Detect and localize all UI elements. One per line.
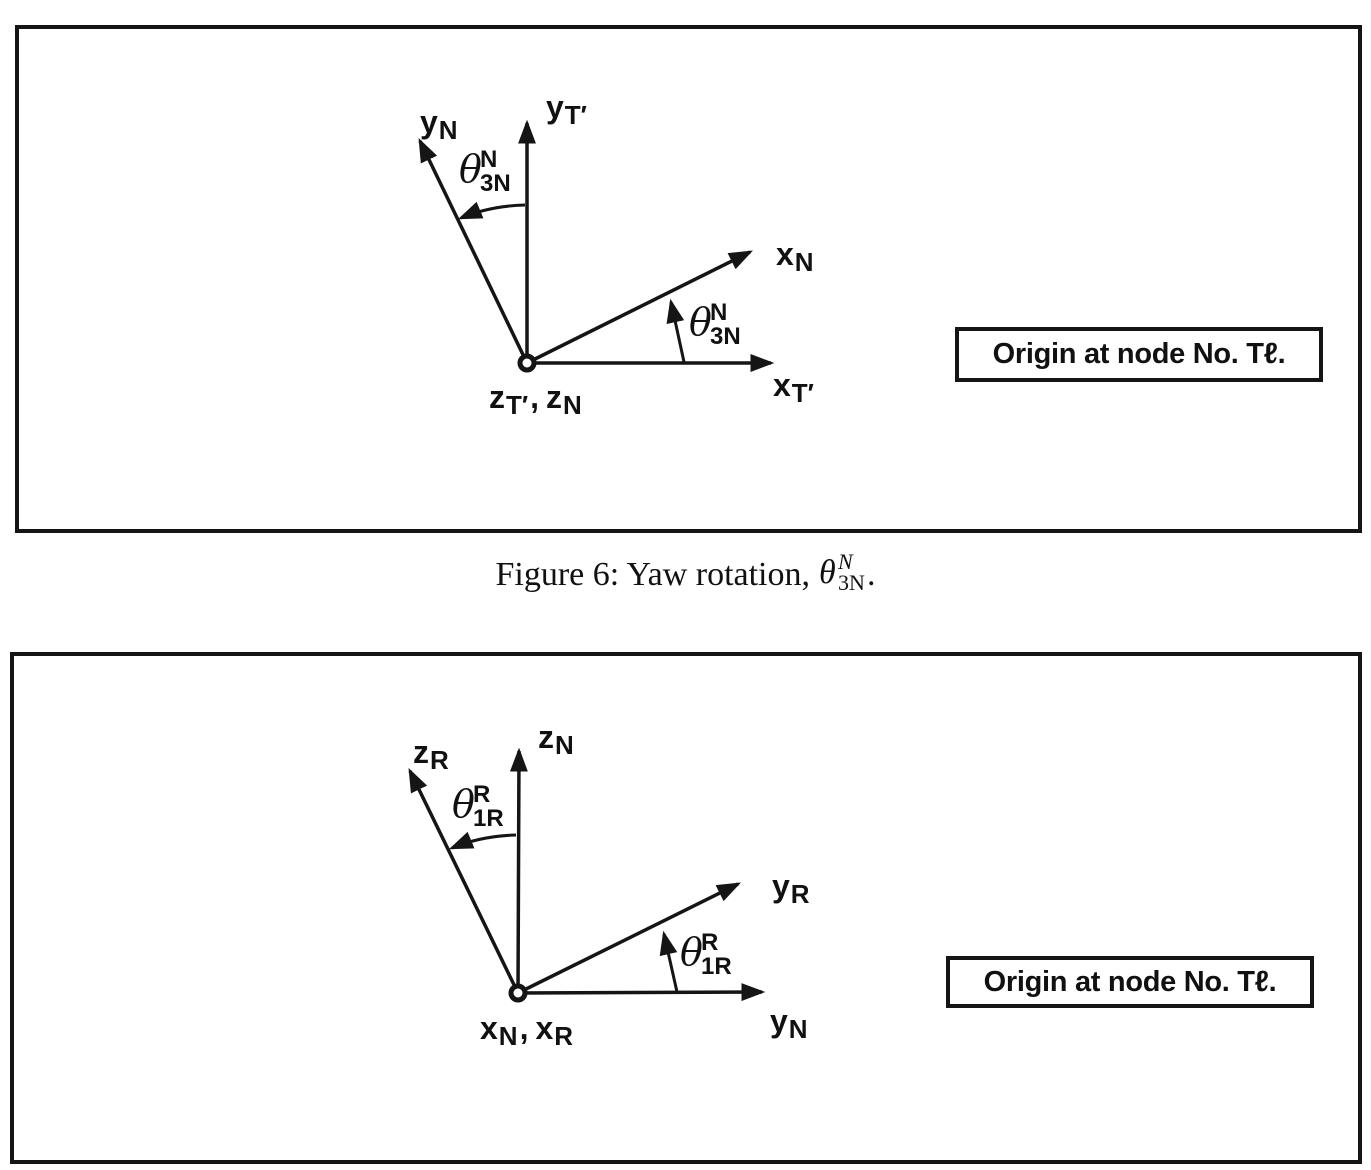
origin-note-box — [946, 956, 1314, 1008]
origin-note-box — [955, 327, 1323, 382]
axis-label-y-N: yN — [770, 1003, 808, 1044]
lower-angle-symbol: θ N 3N — [689, 299, 741, 350]
yaw-diagram-canvas — [19, 29, 1358, 529]
origin-axis-label: zT′, zN — [489, 379, 582, 420]
axis-label-x-Tprime: xT′ — [773, 367, 814, 408]
roll-rotation-panel — [10, 652, 1362, 1164]
axis-label-y-N: yN — [420, 104, 458, 145]
origin-axis-label: xN, xR — [480, 1010, 574, 1051]
origin-marker — [520, 356, 534, 370]
origin-note-text: Origin at node No. Tℓ. — [992, 338, 1286, 370]
caption-angle-symbol: θ N 3N — [819, 549, 865, 595]
axis-label-z-R: zR — [413, 734, 449, 775]
upper-angle-symbol: θ N 3N — [459, 146, 511, 197]
upper-angle-arc — [452, 835, 516, 848]
figure-caption: Figure 6: Yaw rotation, θ N 3N . — [495, 549, 876, 595]
origin-note-text: Origin at node No. Tℓ. — [983, 965, 1277, 998]
lower-angle-arrow — [664, 934, 677, 992]
axis-label-x-N: xN — [776, 236, 814, 277]
upper-angle-arc — [461, 205, 525, 218]
lower-angle-arrow — [671, 302, 684, 362]
axis-label-y-R: yR — [772, 868, 810, 909]
yaw-rotation-panel — [15, 25, 1362, 533]
fixed-horizontal-axis-line — [518, 992, 762, 993]
caption-text: Figure 6: Yaw rotation, — [495, 556, 810, 593]
upper-angle-symbol: θ R 1R — [452, 781, 504, 832]
axis-label-y-Tprime: yT′ — [546, 89, 587, 130]
origin-marker — [511, 986, 525, 1000]
roll-diagram-canvas — [14, 656, 1358, 1160]
axis-label-z-N: zN — [538, 719, 574, 760]
lower-angle-symbol: θ R 1R — [680, 929, 732, 980]
